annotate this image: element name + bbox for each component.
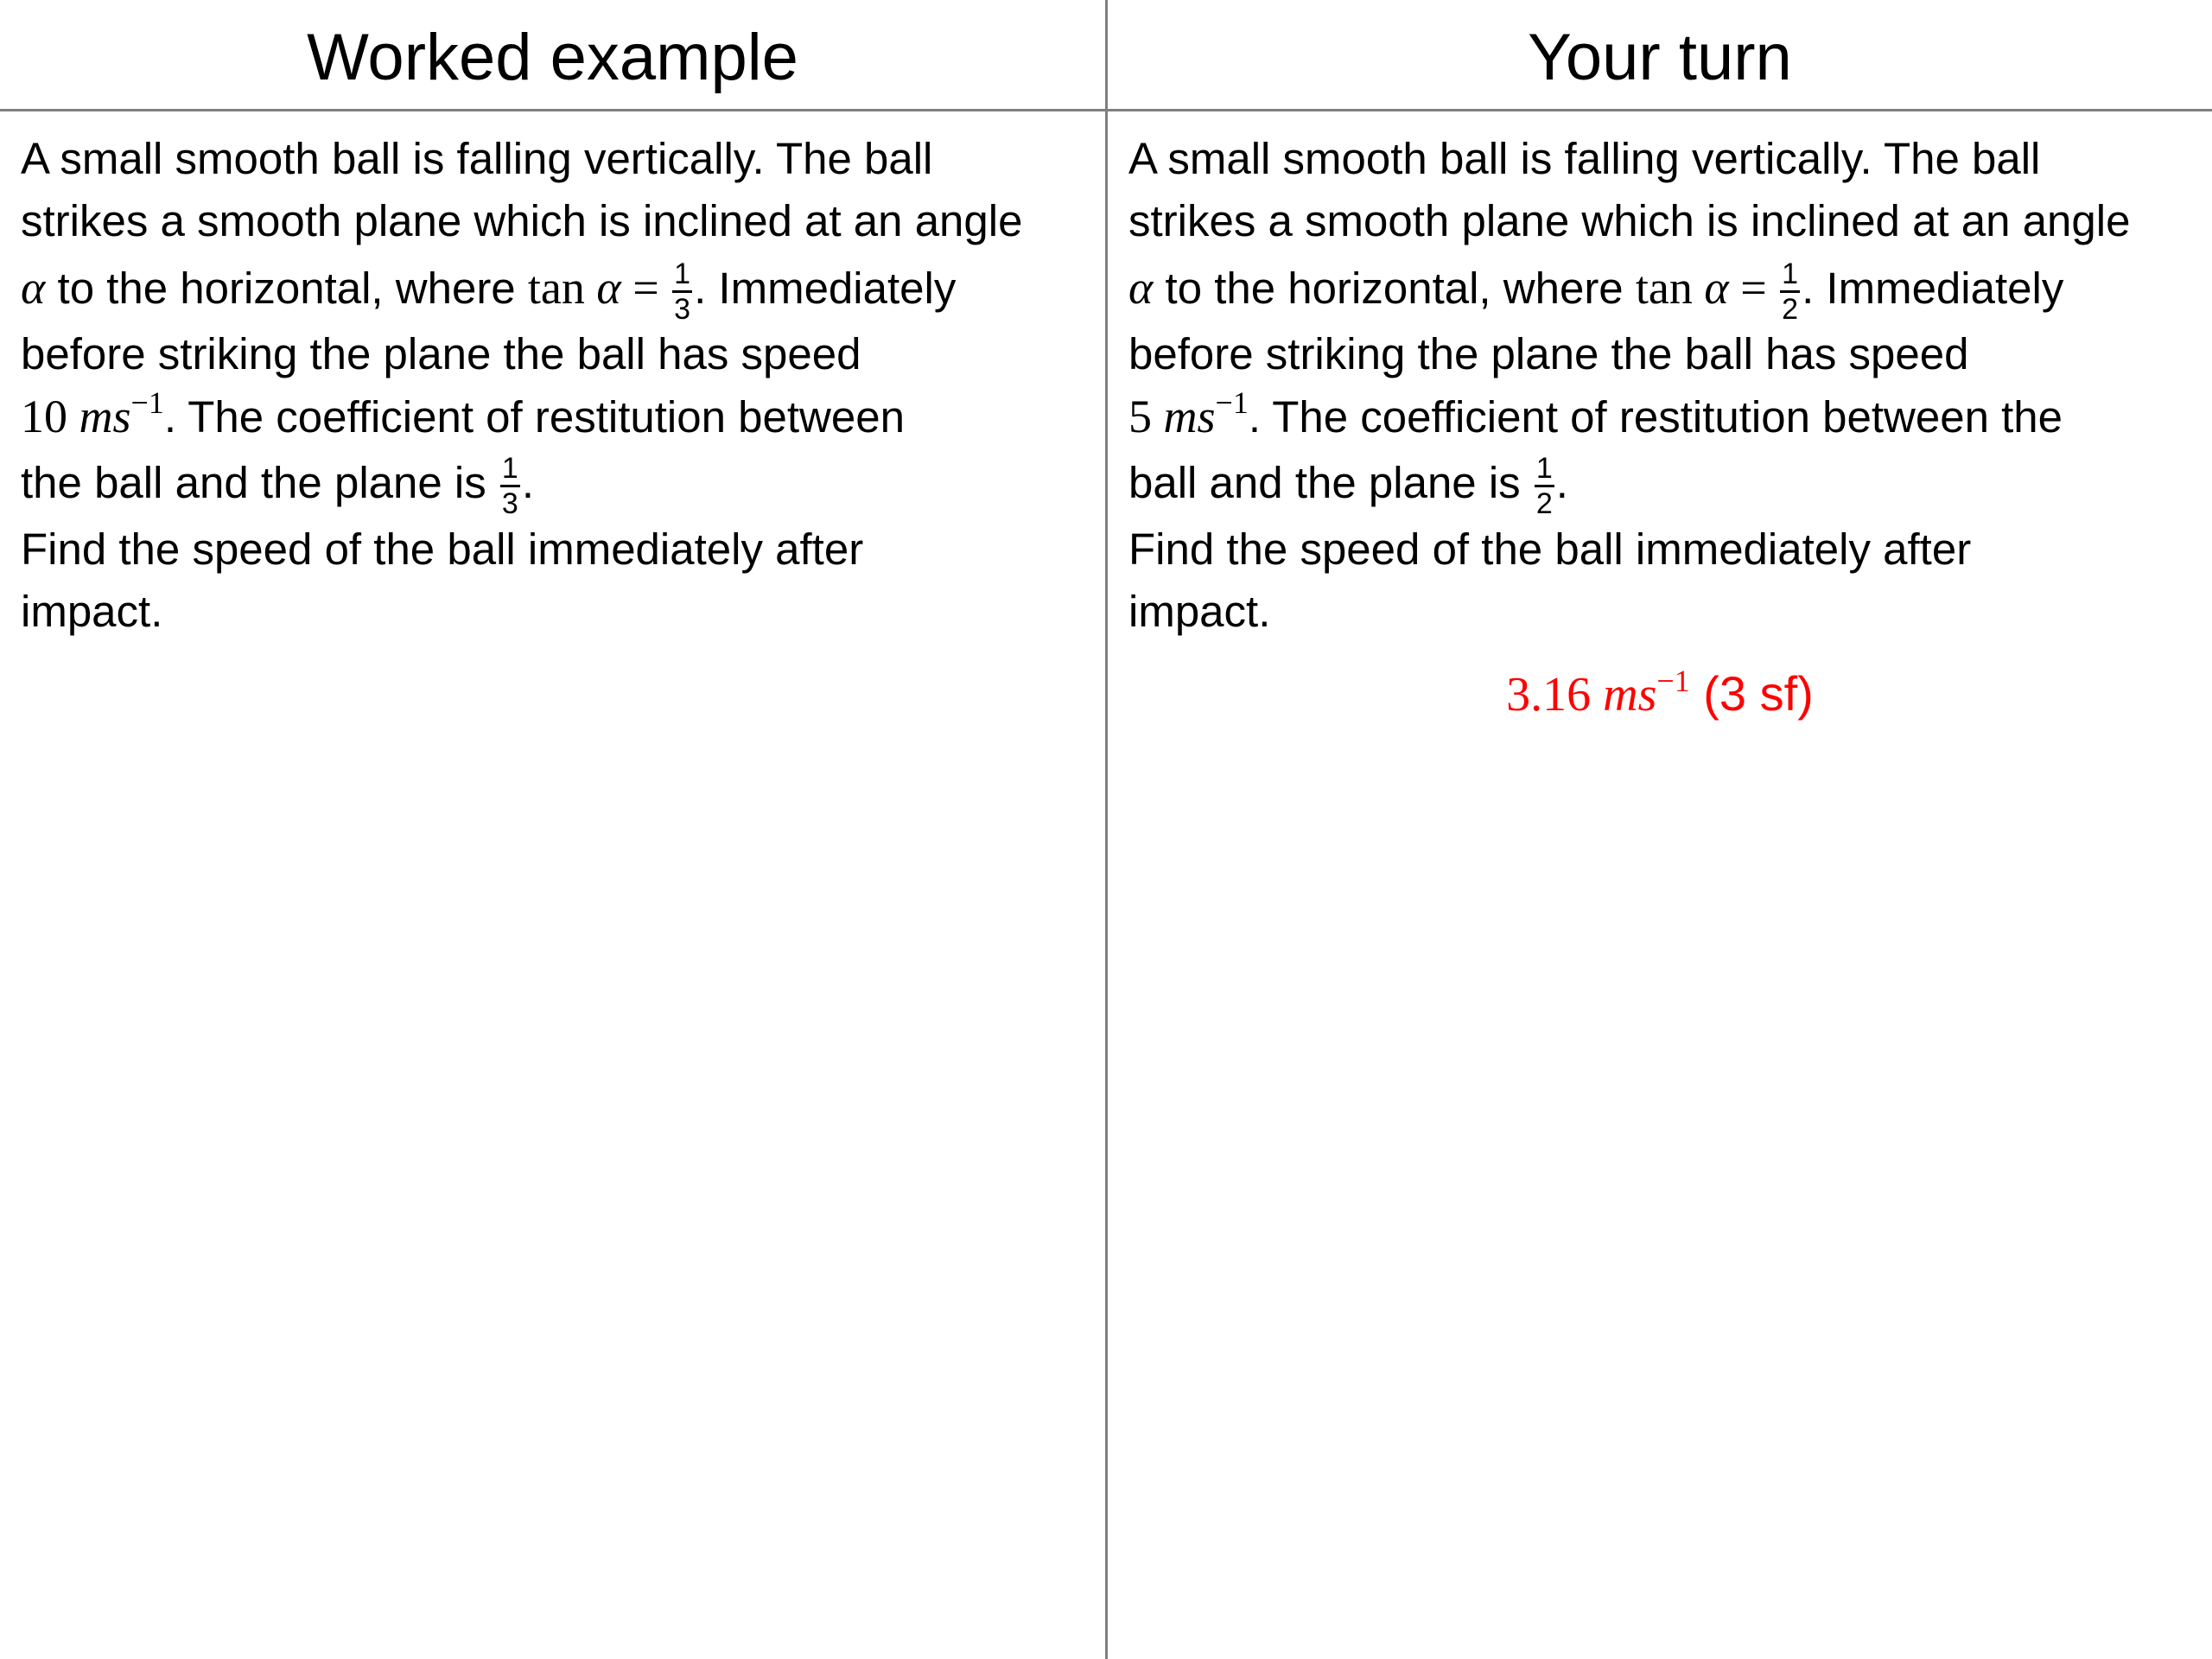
alpha-symbol: α [1128, 262, 1154, 314]
answer-value: 3.16 $ms^{-1}$ [1506, 664, 1690, 721]
column-divider [1105, 0, 1108, 1659]
problem-line: Find the speed of the ball immediately after [21, 524, 864, 574]
problem-line: the ball and the plane is $\frac{1}{3}$ . [21, 452, 535, 521]
problem-line: impact. [1128, 587, 1271, 636]
speed-value: 5 $ms^{-1}$ [1128, 385, 1249, 442]
header-divider [0, 109, 2212, 111]
answer-precision-note: (3 sf) [1689, 666, 1814, 721]
worked-example-problem [21, 128, 1092, 643]
problem-line: α to the horizontal, where tan α = $\frac{1}{2}$ . Immediately [1128, 257, 2064, 327]
problem-line: ball and the plane is $\frac{1}{2}$ . [1128, 452, 1568, 521]
problem-line: 10 $ms^{-1}$. The coefficient of restitution between [21, 385, 905, 442]
restitution-fraction: $\frac{1}{3}$ [501, 452, 518, 521]
problem-line: before striking the plane the ball has speed [1128, 329, 1969, 378]
problem-line: before striking the plane the ball has speed [21, 329, 861, 378]
tan-expression: tan α = [527, 262, 671, 314]
restitution-fraction: $\frac{1}{2}$ [1535, 452, 1553, 521]
problem-line: 5 $ms^{-1}$. The coefficient of restitution between the [1128, 385, 2063, 442]
problem-line: A small smooth ball is falling vertically. The ball [1128, 134, 2041, 183]
your-turn-answer [1108, 665, 2212, 722]
your-turn-problem [1128, 128, 2200, 643]
problem-line: Find the speed of the ball immediately after [1128, 524, 1972, 574]
tan-fraction: $\frac{1}{3}$ [674, 257, 691, 327]
tan-fraction: $\frac{1}{2}$ [1782, 257, 1799, 327]
alpha-symbol: α [21, 262, 46, 314]
speed-value: 10 $ms^{-1}$ [21, 385, 164, 442]
heading-your-turn: Your turn [1528, 21, 1792, 94]
problem-line: α to the horizontal, where tan α = $\frac{1}{3}$ . Immediately [21, 257, 957, 327]
problem-line: A small smooth ball is falling vertically. The ball [21, 134, 933, 183]
heading-worked-example: Worked example [307, 21, 798, 94]
problem-line: strikes a smooth plane which is inclined at an angle [1128, 196, 2131, 245]
problem-line: impact. [21, 587, 163, 636]
problem-line: strikes a smooth plane which is inclined at an angle [21, 196, 1023, 245]
tan-expression: tan α = [1635, 262, 1779, 314]
